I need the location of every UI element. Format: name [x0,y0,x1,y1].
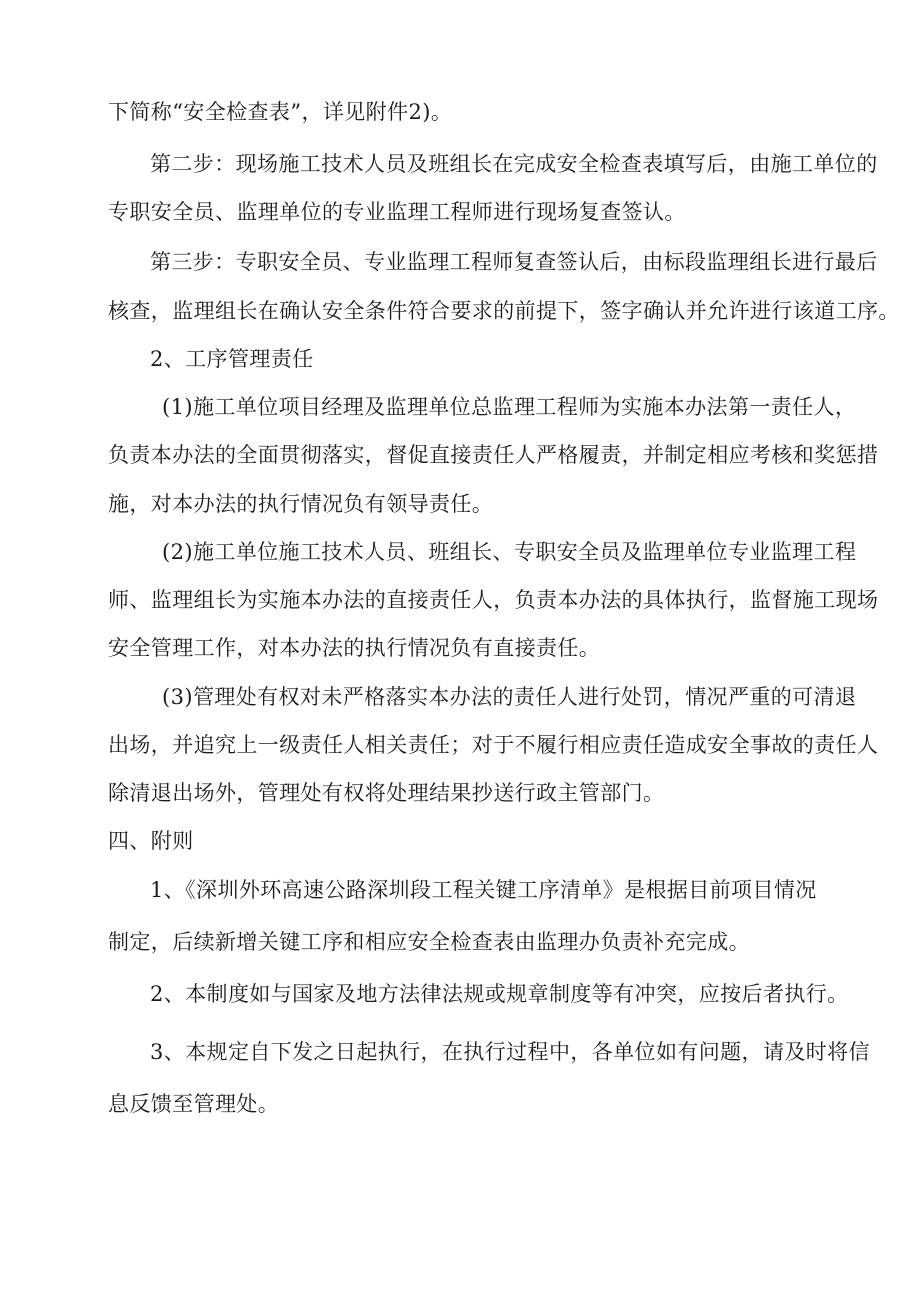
text-line: 下简称“安全检查表”，详见附件2)。 [108,100,453,124]
section-heading-appendix: 四、附则 [108,829,194,853]
step-three-line-2: 核查，监理组长在确认安全条件符合要求的前提下，签字确认并允许进行该道工序。 [108,299,900,323]
item-1-line-1: (1)施工单位项目经理及监理单位总监理工程师为实施本办法第一责任人， [162,395,857,419]
item-3-line-2: 出场，并追究上一级责任人相关责任；对于不履行相应责任造成安全事故的责任人 [108,733,879,757]
step-two-line-1: 第二步：现场施工技术人员及班组长在完成安全检查表填写后，由施工单位的 [150,152,878,176]
appendix-1-line-1: 1、《深圳外环高速公路深圳段工程关键工序清单》是根据目前项目情况 [150,878,817,902]
step-two-line-2: 专职安全员、监理单位的专业监理工程师进行现场复查签认。 [108,200,686,224]
item-2-line-2: 师、监理组长为实施本办法的直接责任人，负责本办法的具体执行，监督施工现场 [108,588,879,612]
item-2-line-3: 安全管理工作，对本办法的执行情况负有直接责任。 [108,636,601,660]
section-heading-process-responsibility: 2、工序管理责任 [150,347,314,371]
item-1-line-3: 施，对本办法的执行情况负有领导责任。 [108,492,494,516]
item-3-line-3: 除清退出场外，管理处有权将处理结果抄送行政主管部门。 [108,781,665,805]
appendix-2-line: 2、本制度如与国家及地方法律法规或规章制度等有冲突，应按后者执行。 [150,982,849,1006]
item-1-line-2: 负责本办法的全面贯彻落实，督促直接责任人严格履责，并制定相应考核和奖惩措 [108,443,879,467]
appendix-1-line-2: 制定，后续新增关键工序和相应安全检查表由监理办负责补充完成。 [108,930,750,954]
item-2-line-1: (2)施工单位施工技术人员、班组长、专职安全员及监理单位专业监理工程 [162,540,857,564]
step-three-line-1: 第三步：专职安全员、专业监理工程师复查签认后，由标段监理组长进行最后 [150,250,878,274]
item-3-line-1: (3)管理处有权对未严格落实本办法的责任人进行处罚，情况严重的可清退 [162,685,857,709]
appendix-3-line-2: 息反馈至管理处。 [108,1092,280,1116]
appendix-3-line-1: 3、本规定自下发之日起执行，在执行过程中，各单位如有问题，请及时将信 [150,1040,870,1064]
